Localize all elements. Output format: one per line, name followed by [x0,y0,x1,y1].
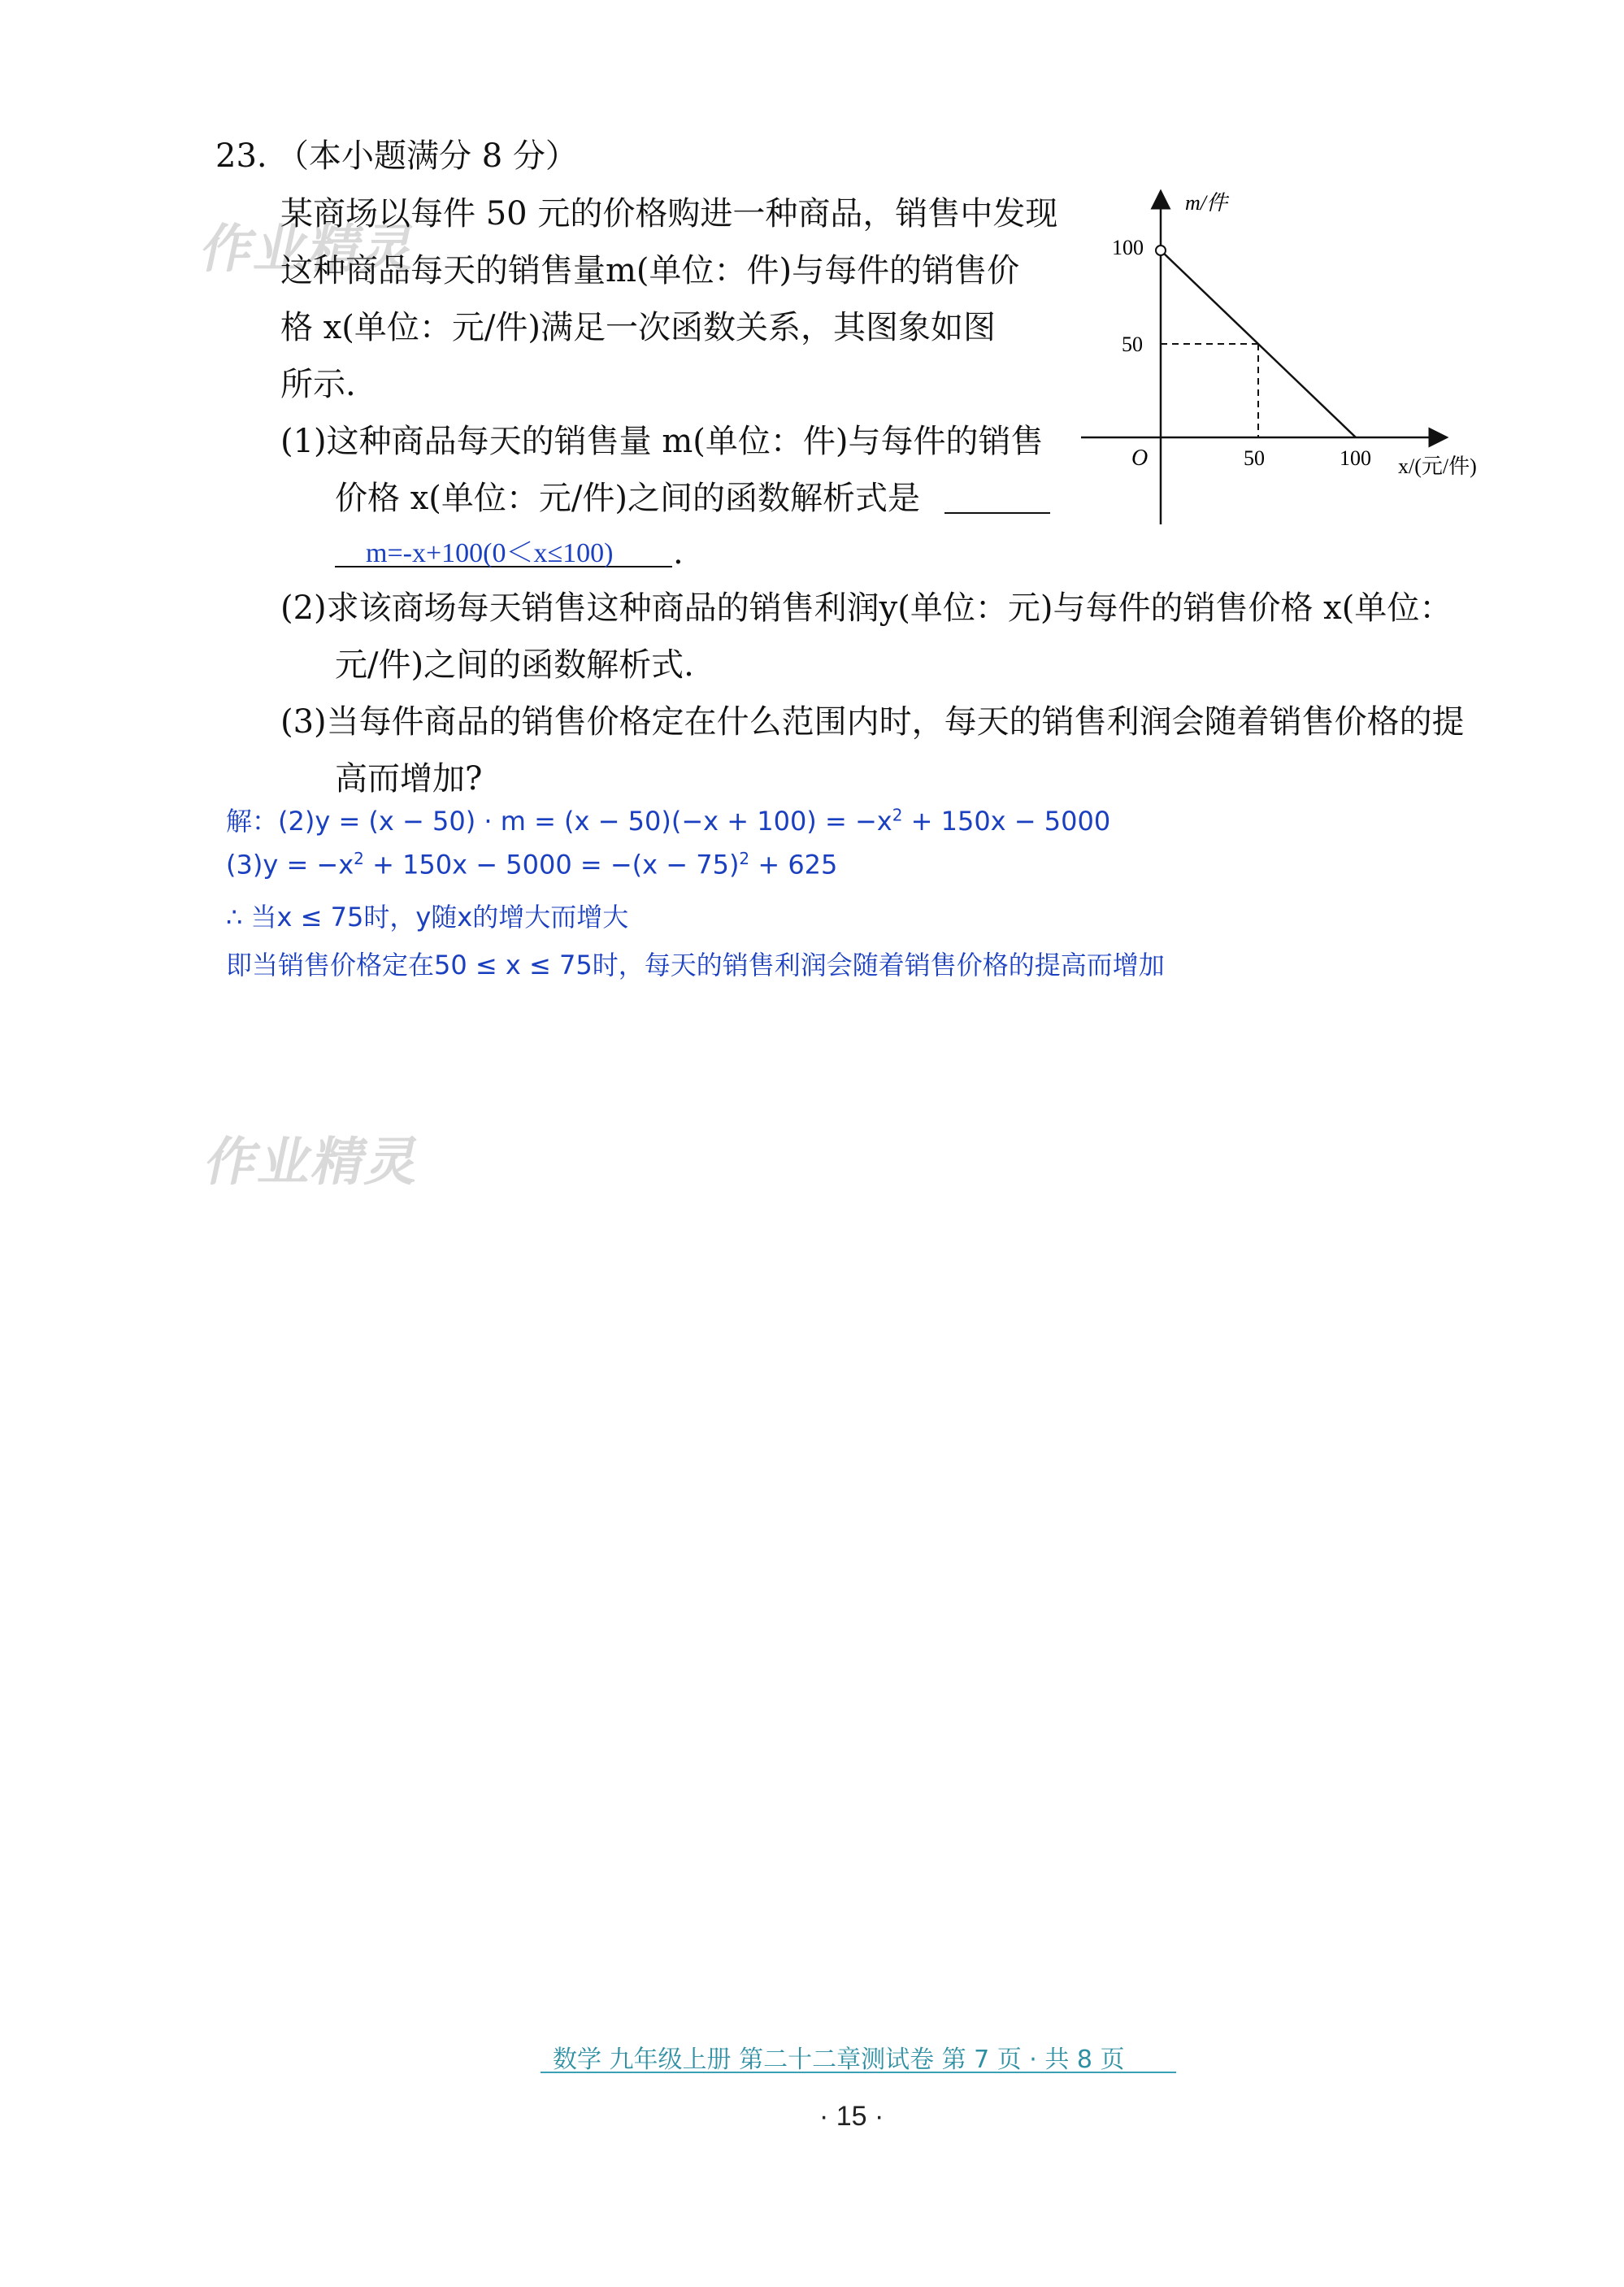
function-graph [1073,179,1512,537]
solution-line: 解：$(2)y = (x - 50) \cdot m = (x - 50)(-x + 100) = -x^2 + 150x - 5000$ [226,805,1111,837]
stem-line: 格 x(单位：元/件)满足一次函数关系，其图象如图 [280,309,996,346]
x-tick-label: 50 [1244,446,1265,470]
part1-line: 价格 x(单位：元/件)之间的函数解析式是 [335,480,920,517]
part1-answer: m=-x+100(0＜x≤100) [366,538,614,568]
x-axis-label: x/(元/件) [1398,454,1477,478]
part3-line: (3)当每件商品的销售价格定在什么范围内时，每天的销售利润会随着销售价格的提 [280,703,1465,741]
footer-divider [541,2072,1176,2073]
part2-line: 元/件)之间的函数解析式. [335,646,694,684]
solution-line: 即当销售价格定在50 ≤ x ≤ 75时，每天的销售利润会随着销售价格的提高而增加 [226,950,1165,980]
y-tick-label: 50 [1122,333,1143,356]
part3-line: 高而增加? [335,760,483,798]
solution-line: ∴ 当x ≤ 75时，y随x的增大而增大 [226,902,629,933]
question-number: 23. [215,137,267,175]
answer-blank [335,530,672,567]
x-tick-label: 100 [1340,446,1371,470]
origin-label: O [1131,446,1149,471]
y-axis-label: m/件 [1185,191,1228,215]
stem-line: 这种商品每天的销售量m(单位：件)与每件的销售价 [280,252,1020,289]
stem-line: 所示. [280,366,356,403]
part1-line: (1)这种商品每天的销售量 m(单位：件)与每件的销售 [280,423,1044,460]
question-points: （本小题满分 8 分） [276,137,578,175]
part1-end: . [673,534,684,572]
y-tick-label: 100 [1112,236,1144,259]
solution-line: $(3)y = -x^2 + 150x - 5000 = -(x - 75)^2 + 625$ [226,849,838,880]
page-number: · 15 · [819,2101,884,2132]
watermark: 作业精灵 [199,1133,428,1193]
watermark: 作业精灵 [195,220,423,280]
answer-blank [944,478,1050,514]
open-endpoint [1156,246,1166,255]
footer-text: 数学 九年级上册 第二十二章测试卷 第 7 页 · 共 8 页 [553,2046,1125,2074]
stem-line: 某商场以每件 50 元的价格购进一种商品，销售中发现 [280,195,1058,233]
part2-line: (2)求该商场每天销售这种商品的销售利润y(单位：元)与每件的销售价格 x(单位： [280,589,1452,627]
